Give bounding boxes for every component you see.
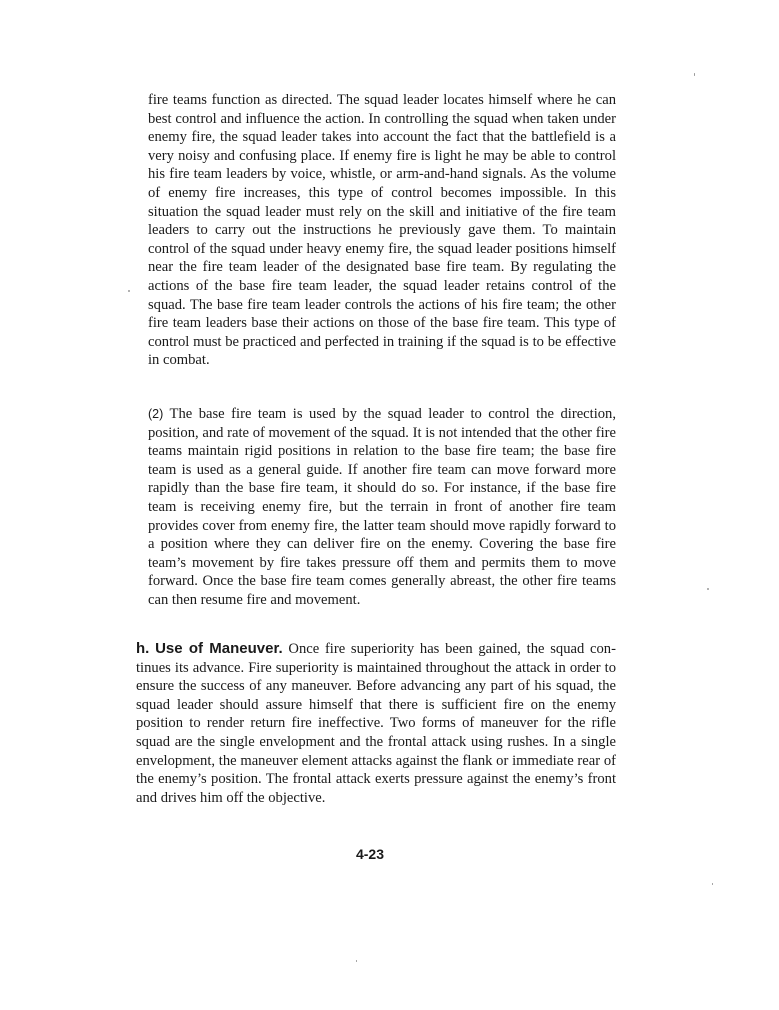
scan-speck xyxy=(707,588,709,590)
section-title: Use of Maneuver. xyxy=(155,640,283,657)
paragraph-2-number: (2) xyxy=(148,407,164,421)
paragraph-1-text: fire teams function as directed. The squad leader locates himself where he can best control and influence the action. In controlling the squad when taken under enemy fire, the squad leader takes into account the fact that the battlefield is a very noisy and confusing place. If enemy fire is light he may be able to control his fire team leaders by voice, whistle, or arm-and-hand signals. As the volume of enemy fire increases, this type of control becomes impossible. In this situation the squad leader must rely on the skill and initiative of the fire team leaders to carry out the instructions he previously gave them. To maintain control of the squad under heavy enemy fire, the squad leader positions himself near the fire team leader of the designated base fire team. By regulating the actions of the base fire team leader, the squad leader retains control of the squad. The base fire team leader controls the actions of his fire team; the other fire team leaders base their actions on those of the base fire team. This type of control must be practiced and perfected in training if the squad is to be effective in combat. xyxy=(148,92,616,369)
section-letter: h. xyxy=(136,640,150,657)
scan-speck xyxy=(694,73,695,76)
paragraph-control-under-fire xyxy=(148,91,616,370)
section-text: Once fire superiority has been gained, the squad continues its advance. Fire superiority is maintained throughout the attack in order to ensure the success of any maneuver. Before advancing any part of his squad, the squad leader should assure himself that there is sufficient fire on the enemy position to render return fire ineffective. Two forms of maneuver for the rifle squad are the single envelopment and the frontal attack using rushes. In a single envelopment, the maneuver element attacks against the flank or immediate rear of the enemy’s position. The frontal attack exerts pressure against the enemy’s front and drives him off the objective. xyxy=(136,641,616,806)
scan-speck xyxy=(712,883,713,885)
paragraph-2-text: The base fire team is used by the squad leader to control the direction, position, and rate of movement of the squad. It is not intended that the other fire teams maintain rigid positions in relation to the base fire team; the base fire team is used as a general guide. If another fire team can move forward more rapidly than the base fire team, it should do so. For instance, if the base fire team is receiving enemy fire, but the terrain in front of another fire team provides cover from enemy fire, the latter team should move rapidly forward to a position where they can deliver fire on the enemy. Covering the base fire team’s movement by fire takes pressure off them and permits them to move forward. Once the base fire team comes generally abreast, the other fire teams can then resume fire and movement. xyxy=(148,406,616,608)
scan-speck xyxy=(356,960,357,962)
scan-speck xyxy=(128,290,130,292)
section-use-of-maneuver xyxy=(136,640,616,807)
paragraph-base-fire-team xyxy=(148,405,616,610)
page-number: 4-23 xyxy=(355,846,385,862)
